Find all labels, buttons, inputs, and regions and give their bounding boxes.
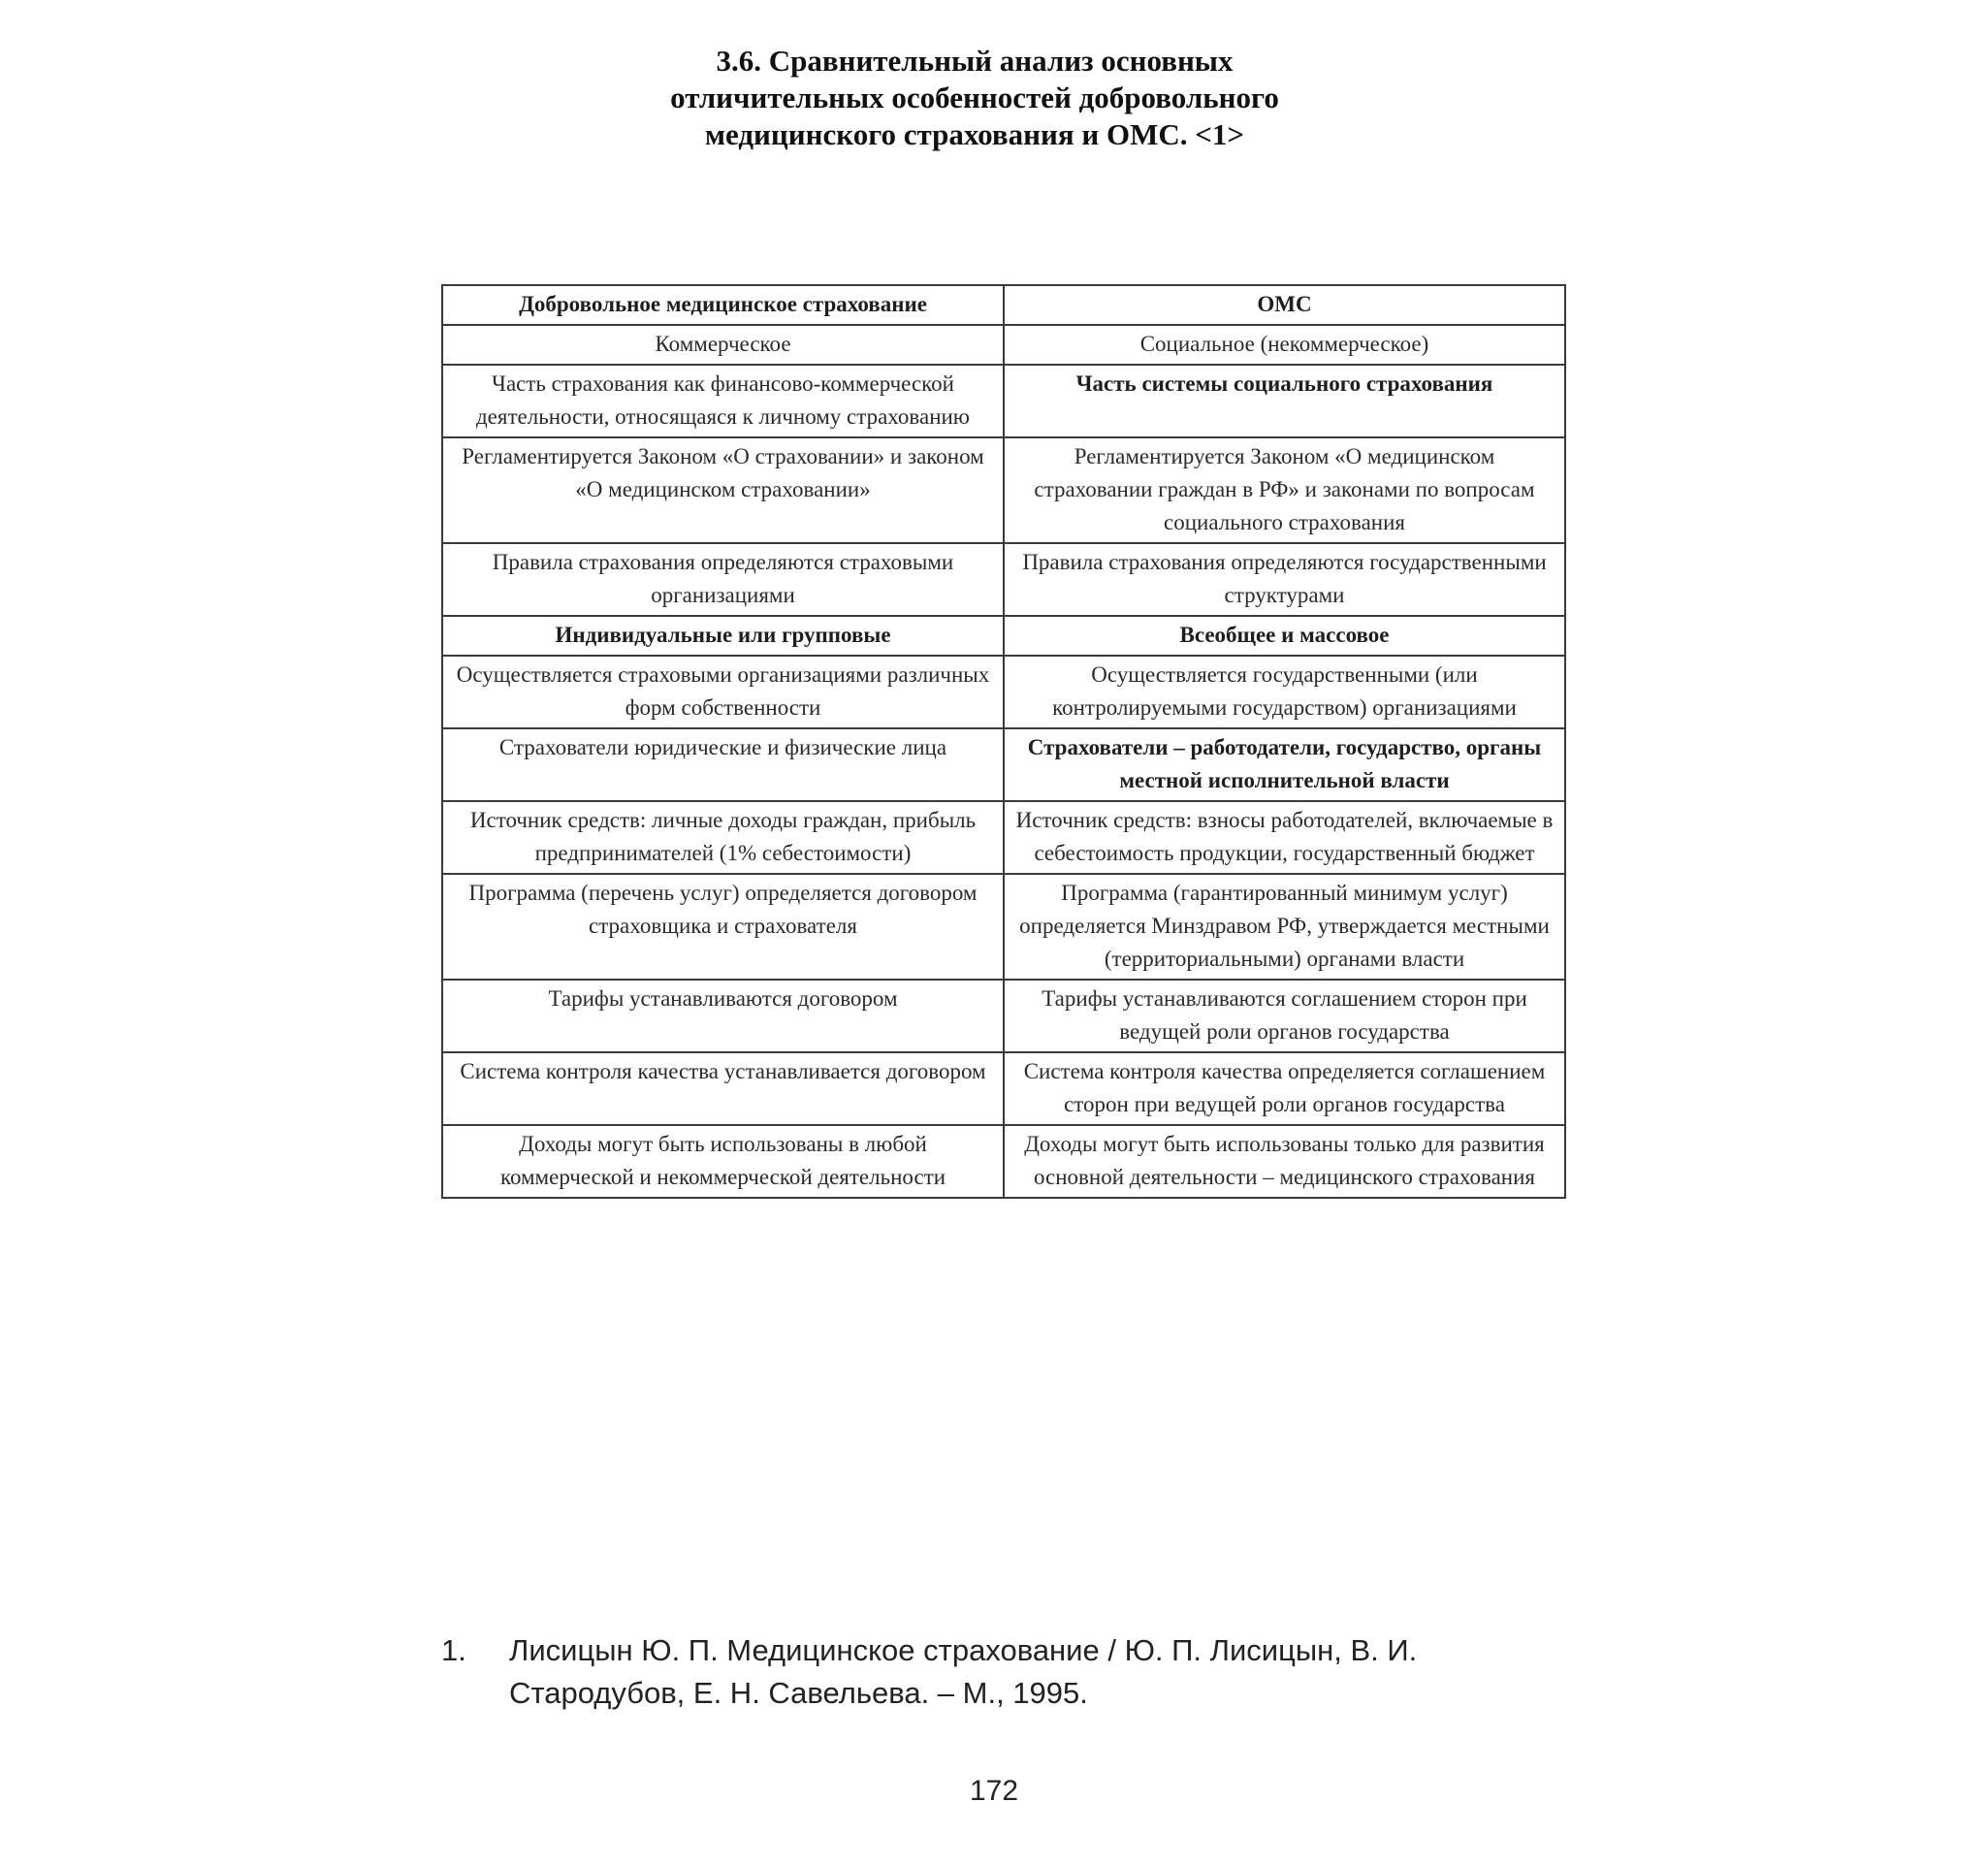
table-cell-voluntary: Правила страхования определяются страховыми организациями xyxy=(442,543,1004,616)
table-cell-voluntary: Программа (перечень услуг) определяется договором страховщика и страхователя xyxy=(442,874,1004,980)
table-row xyxy=(442,437,1565,543)
comparison-table xyxy=(441,284,1566,1199)
table-row xyxy=(442,728,1565,801)
footnote-number: 1. xyxy=(441,1633,466,1667)
table-cell-voluntary: Доходы могут быть использованы в любой коммерческой и некоммерческой деятельности xyxy=(442,1125,1004,1198)
table-cell-voluntary: Тарифы устанавливаются договором xyxy=(442,980,1004,1052)
table-cell-voluntary: Страхователи юридические и физические лица xyxy=(442,728,1004,801)
table-row xyxy=(442,325,1565,365)
table-cell-voluntary: Регламентируется Законом «О страховании» и законом «О медицинском страховании» xyxy=(442,437,1004,543)
table-cell-oms: Правила страхования определяются государственными структурами xyxy=(1004,543,1565,616)
table-row xyxy=(442,656,1565,728)
table-cell-oms: Страхователи – работодатели, государство, органы местной исполнительной власти xyxy=(1004,728,1565,801)
table-cell-oms: Доходы могут быть использованы только для развития основной деятельности – медицинского страхования xyxy=(1004,1125,1565,1198)
table-row xyxy=(442,1125,1565,1198)
table-cell-oms: Регламентируется Законом «О медицинском страховании граждан в РФ» и законами по вопросам социального страхования xyxy=(1004,437,1565,543)
title-line-3: медицинского страхования и ОМС. <1> xyxy=(704,117,1245,151)
table-cell-voluntary: Коммерческое xyxy=(442,325,1004,365)
table-row xyxy=(442,1052,1565,1125)
title-line-1: 3.6. Сравнительный анализ основных xyxy=(716,44,1234,78)
footnote xyxy=(441,1629,1566,1715)
table-row xyxy=(442,543,1565,616)
page-title xyxy=(543,43,1406,153)
footnote-text: Лисицын Ю. П. Медицинское страхование / Ю. П. Лисицын, В. И. Стародубов, Е. Н. Савельева. – М., 1995. xyxy=(509,1633,1418,1710)
table-cell-oms: Всеобщее и массовое xyxy=(1004,616,1565,656)
table-cell-voluntary: Осуществляется страховыми организациями различных форм собственности xyxy=(442,656,1004,728)
table-cell-oms: Социальное (некоммерческое) xyxy=(1004,325,1565,365)
header-voluntary-insurance: Добровольное медицинское страхование xyxy=(442,285,1004,325)
table-row xyxy=(442,874,1565,980)
table-row xyxy=(442,980,1565,1052)
header-oms: ОМС xyxy=(1004,285,1565,325)
table-cell-oms: Часть системы социального страхования xyxy=(1004,365,1565,437)
table-header-row xyxy=(442,285,1565,325)
table-cell-oms: Тарифы устанавливаются соглашением сторон при ведущей роли органов государства xyxy=(1004,980,1565,1052)
comparison-table-container xyxy=(441,284,1566,1199)
table-cell-oms: Осуществляется государственными (или контролируемыми государством) организациями xyxy=(1004,656,1565,728)
page-number: 172 xyxy=(969,1775,1019,1807)
table-cell-oms: Программа (гарантированный минимум услуг) определяется Минздравом РФ, утверждается местными (территориальными) органами власти xyxy=(1004,874,1565,980)
table-cell-voluntary: Система контроля качества устанавливается договором xyxy=(442,1052,1004,1125)
table-cell-voluntary: Часть страхования как финансово-коммерческой деятельности, относящаяся к личному страхованию xyxy=(442,365,1004,437)
title-line-2: отличительных особенностей добровольного xyxy=(670,80,1279,114)
table-row xyxy=(442,616,1565,656)
table-cell-voluntary: Индивидуальные или групповые xyxy=(442,616,1004,656)
table-row xyxy=(442,365,1565,437)
table-row xyxy=(442,801,1565,874)
table-cell-oms: Источник средств: взносы работодателей, включаемые в себестоимость продукции, государственный бюджет xyxy=(1004,801,1565,874)
table-cell-voluntary: Источник средств: личные доходы граждан, прибыль предпринимателей (1% себестоимости) xyxy=(442,801,1004,874)
table-cell-oms: Система контроля качества определяется соглашением сторон при ведущей роли органов государства xyxy=(1004,1052,1565,1125)
